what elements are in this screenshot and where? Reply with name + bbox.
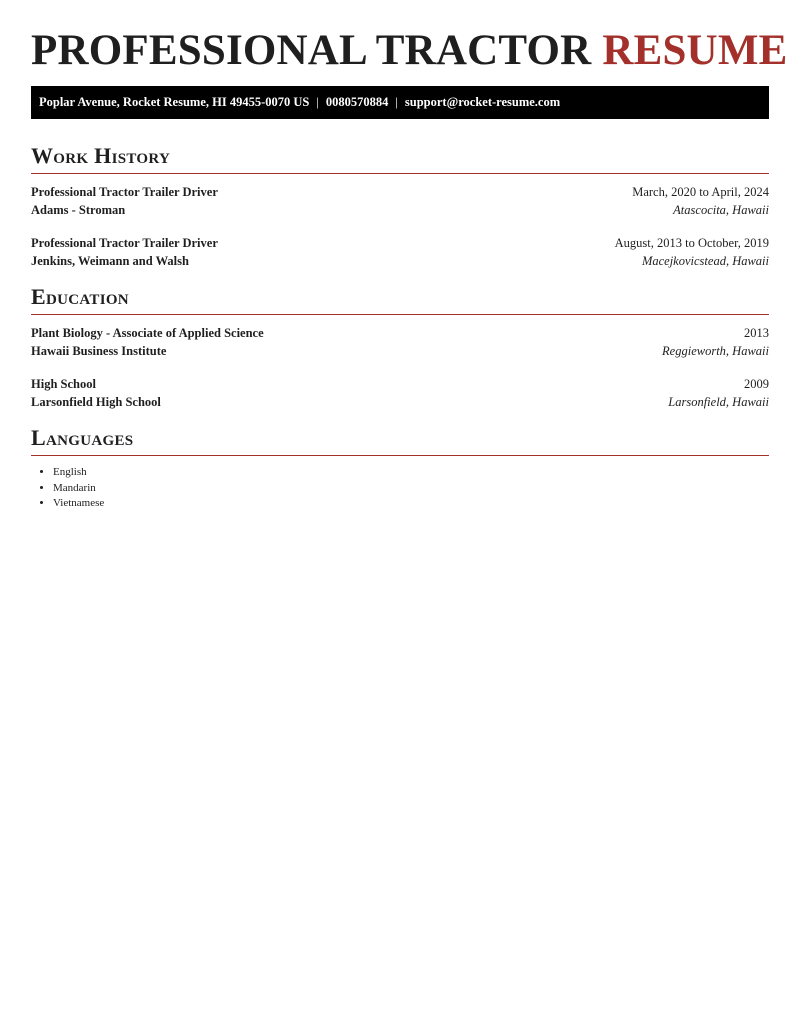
graduation-year: 2013 <box>744 326 769 340</box>
section-heading-languages: Languages <box>31 425 134 450</box>
job-title: Professional Tractor Trailer Driver <box>31 185 218 199</box>
job-company: Jenkins, Weimann and Walsh <box>31 254 189 268</box>
education-entry <box>31 375 769 411</box>
job-dates: August, 2013 to October, 2019 <box>614 236 769 250</box>
work-entry <box>31 183 769 219</box>
degree: High School <box>31 377 96 391</box>
section-divider <box>31 314 769 315</box>
section-heading-work-history: Work History <box>31 143 171 168</box>
language-item: • Mandarin <box>53 481 769 497</box>
work-entry <box>31 234 769 270</box>
section-divider <box>31 173 769 174</box>
section-heading-education: Education <box>31 284 129 309</box>
school-name: Hawaii Business Institute <box>31 344 167 358</box>
contact-phone: 0080570884 <box>325 95 389 109</box>
school-location: Larsonfield, Hawaii <box>668 395 769 409</box>
job-title: Professional Tractor Trailer Driver <box>31 236 218 250</box>
section-divider <box>31 455 769 456</box>
contact-separator: | <box>316 95 319 109</box>
title-accent: RESUME <box>602 27 788 74</box>
work-history-section <box>31 143 769 270</box>
languages-section <box>31 425 769 512</box>
job-company: Adams - Stroman <box>31 203 126 217</box>
education-entry <box>31 324 769 360</box>
degree: Plant Biology - Associate of Applied Science <box>31 326 264 340</box>
contact-separator: | <box>395 95 398 109</box>
job-location: Macejkovicstead, Hawaii <box>641 254 769 268</box>
job-location: Atascocita, Hawaii <box>673 203 769 217</box>
language-item: • English <box>53 465 769 481</box>
resume-title <box>31 0 788 74</box>
title-main: PROFESSIONAL TRACTOR <box>31 27 592 74</box>
school-location: Reggieworth, Hawaii <box>662 344 769 358</box>
contact-email: support@rocket-resume.com <box>404 95 561 109</box>
contact-address: Poplar Avenue, Rocket Resume, HI 49455-0070 US <box>39 95 310 109</box>
education-section <box>31 284 769 411</box>
languages-list <box>31 465 769 512</box>
graduation-year: 2009 <box>744 377 769 391</box>
contact-bar <box>31 86 769 119</box>
job-dates: March, 2020 to April, 2024 <box>632 185 769 199</box>
school-name: Larsonfield High School <box>31 395 161 409</box>
language-item: • Vietnamese <box>53 496 769 512</box>
